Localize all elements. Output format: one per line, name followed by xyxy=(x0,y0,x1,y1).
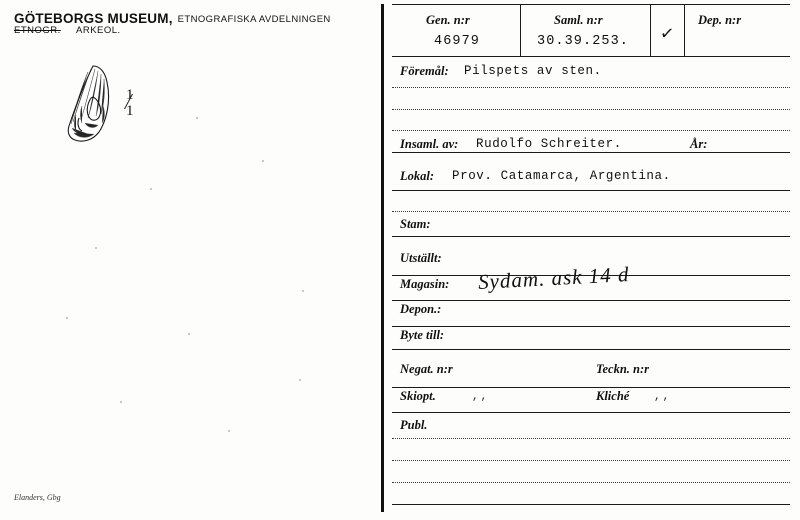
form-rule-dotted xyxy=(392,87,790,88)
insaml-value[interactable]: Rudolfo Schreiter. xyxy=(476,137,622,151)
skiopt-dots: ,, xyxy=(472,391,490,403)
insaml-label: Insaml. av: xyxy=(400,137,459,151)
foremal-value[interactable]: Pilspets av sten. xyxy=(464,64,602,78)
header-cell-divider xyxy=(520,4,521,56)
paper-speck xyxy=(66,317,68,319)
paper-speck xyxy=(262,160,264,162)
form-rule xyxy=(392,387,790,388)
depon-label: Depon.: xyxy=(400,302,442,316)
form-rule-top xyxy=(392,4,790,5)
paper-speck xyxy=(299,379,301,381)
form-rule xyxy=(392,412,790,413)
form-rule xyxy=(392,190,790,191)
publ-label: Publ. xyxy=(400,418,428,432)
skiopt-label: Skiopt. xyxy=(400,389,436,403)
paper-speck xyxy=(150,188,152,190)
projectile-point-icon xyxy=(55,60,185,160)
paper-speck xyxy=(302,290,304,292)
paper-speck xyxy=(120,401,122,403)
museum-name: GÖTEBORGS MUSEUM, xyxy=(14,11,173,26)
form-rule-dotted xyxy=(392,438,790,439)
museum-department: ETNOGRAFISKA AVDELNINGEN xyxy=(177,14,331,25)
lokal-label: Lokal: xyxy=(400,169,435,183)
paper-speck xyxy=(188,333,190,335)
kliche-label: Kliché xyxy=(596,389,630,403)
collection-type-arkeol: ARKEOL. xyxy=(76,25,121,36)
record-form xyxy=(392,4,790,510)
gen-nr-label: Gen. n:r xyxy=(426,13,470,27)
form-rule xyxy=(392,349,790,350)
ar-label: År: xyxy=(690,137,708,151)
dep-nr-label: Dep. n:r xyxy=(698,13,742,27)
checkmark-icon: ✓ xyxy=(659,23,676,44)
saml-nr-value[interactable]: 30.39.253. xyxy=(537,34,630,49)
paper-speck xyxy=(196,117,198,119)
paper-speck xyxy=(95,247,97,249)
saml-nr-label: Saml. n:r xyxy=(554,13,603,27)
paper-speck xyxy=(228,430,230,432)
form-rule xyxy=(392,236,790,237)
collection-type-etnogr: ETNOGR. xyxy=(14,25,61,36)
left-panel xyxy=(0,0,380,520)
form-rule-bottom xyxy=(392,504,790,505)
byte-till-label: Byte till: xyxy=(400,328,445,342)
teckn-nr-label: Teckn. n:r xyxy=(596,362,650,376)
vertical-divider xyxy=(381,4,384,512)
gen-nr-value[interactable]: 46979 xyxy=(434,34,481,49)
museum-header xyxy=(14,10,331,28)
form-rule-dotted xyxy=(392,482,790,483)
stam-label: Stam: xyxy=(400,217,431,231)
scale-numerator: 1 xyxy=(126,87,134,103)
lokal-value[interactable]: Prov. Catamarca, Argentina. xyxy=(452,169,671,183)
header-cell-divider xyxy=(650,4,651,56)
form-rule-dotted xyxy=(392,109,790,110)
negat-nr-label: Negat. n:r xyxy=(400,362,453,376)
kliche-dots: ,, xyxy=(654,391,672,403)
magasin-label: Magasin: xyxy=(400,277,450,291)
form-rule-dotted xyxy=(392,460,790,461)
magasin-value[interactable]: Sydam. ask 14 d xyxy=(477,262,630,294)
form-rule xyxy=(392,56,790,57)
form-rule-dotted xyxy=(392,211,790,212)
form-rule xyxy=(392,152,790,153)
form-rule xyxy=(392,326,790,327)
form-rule xyxy=(392,300,790,301)
utstallt-label: Utställt: xyxy=(400,251,442,265)
header-cell-divider xyxy=(684,4,685,56)
printer-credit: Elanders, Gbg xyxy=(14,493,61,502)
scale-denominator: 1 xyxy=(126,103,134,119)
foremal-label: Föremål: xyxy=(400,64,449,78)
form-rule-dotted xyxy=(392,130,790,131)
artifact-drawing xyxy=(55,60,185,160)
